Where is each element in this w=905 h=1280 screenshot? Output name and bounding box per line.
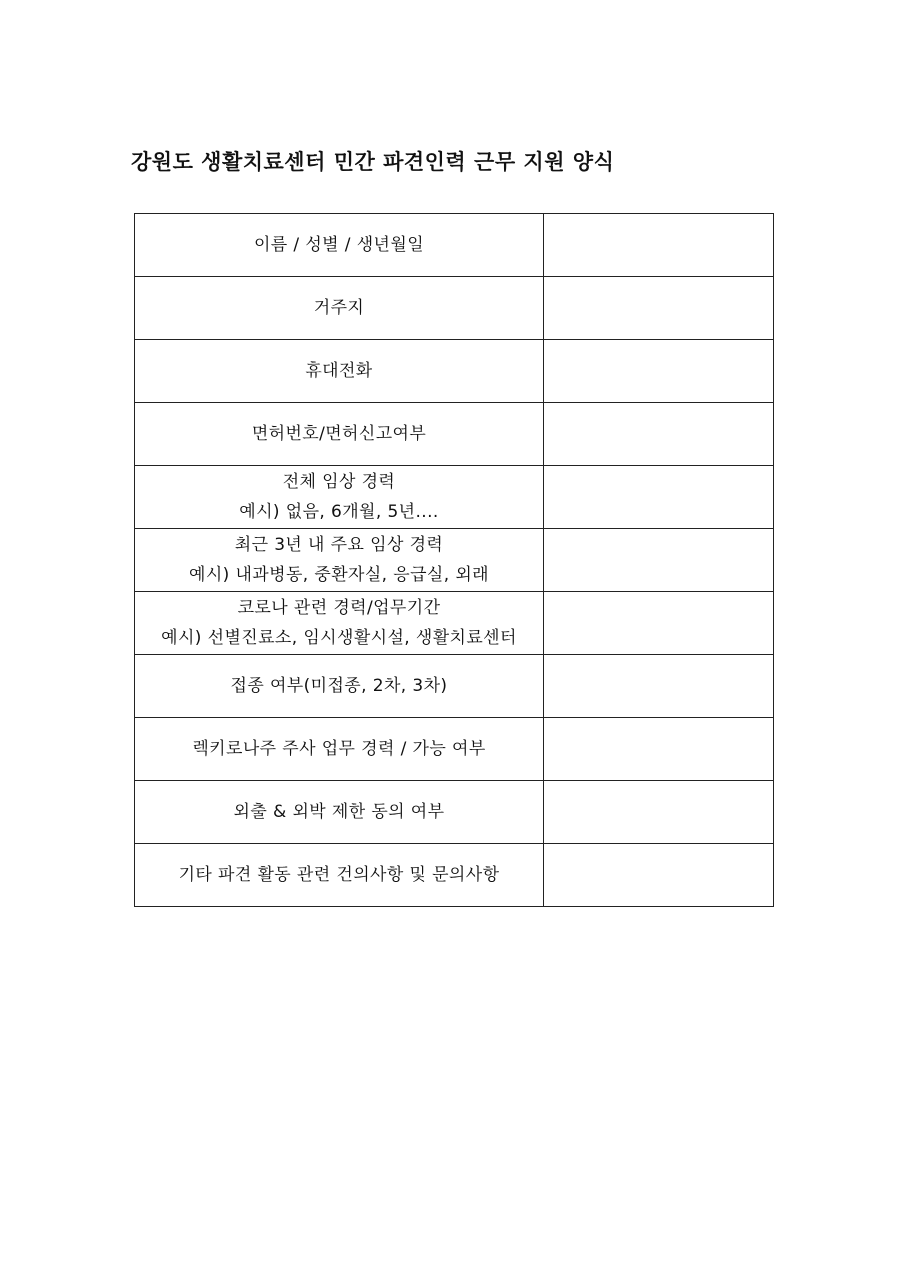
row-label-line: 최근 3년 내 주요 임상 경력 (234, 535, 444, 555)
row-label-line: 이름 / 성별 / 생년월일 (253, 235, 425, 255)
row-label (135, 718, 544, 781)
vaccination-status-field[interactable] (544, 655, 774, 718)
row-label (135, 529, 544, 592)
row-label-line: 기타 파견 활동 관련 건의사항 및 문의사항 (178, 865, 500, 885)
row-label-example: 예시) 선별진료소, 임시생활시설, 생활치료센터 (161, 628, 517, 648)
form-row-license (135, 403, 774, 466)
other-suggestions-field[interactable] (544, 844, 774, 907)
outing-restriction-consent-field[interactable] (544, 781, 774, 844)
row-label (135, 403, 544, 466)
form-row-recent-clinical-experience (135, 529, 774, 592)
row-label-line: 휴대전화 (305, 361, 373, 381)
form-row-total-clinical-experience (135, 466, 774, 529)
row-label (135, 466, 544, 529)
license-field[interactable] (544, 403, 774, 466)
row-label-line: 렉키로나주 주사 업무 경력 / 가능 여부 (192, 739, 486, 759)
row-label-line: 접종 여부(미접종, 2차, 3차) (230, 676, 448, 696)
form-row-other-suggestions (135, 844, 774, 907)
form-row-name-gender-birthdate (135, 214, 774, 277)
row-label-example: 예시) 없음, 6개월, 5년.... (239, 502, 439, 522)
recent-clinical-experience-field[interactable] (544, 529, 774, 592)
form-row-vaccination-status (135, 655, 774, 718)
form-row-outing-restriction-consent (135, 781, 774, 844)
row-label-line: 거주지 (313, 298, 365, 318)
address-field[interactable] (544, 277, 774, 340)
row-label (135, 277, 544, 340)
row-label (135, 340, 544, 403)
form-row-covid-experience (135, 592, 774, 655)
row-label (135, 781, 544, 844)
form-row-mobile-phone (135, 340, 774, 403)
covid-experience-field[interactable] (544, 592, 774, 655)
row-label-example: 예시) 내과병동, 중환자실, 응급실, 외래 (189, 565, 489, 585)
document-title: 강원도 생활치료센터 민간 파견인력 근무 지원 양식 (131, 150, 615, 174)
mobile-phone-field[interactable] (544, 340, 774, 403)
form-row-regkirona-experience (135, 718, 774, 781)
total-clinical-experience-field[interactable] (544, 466, 774, 529)
row-label-line: 외출 & 외박 제한 동의 여부 (233, 802, 445, 822)
row-label-line: 면허번호/면허신고여부 (251, 424, 427, 444)
application-form-table (134, 213, 774, 907)
row-label-line: 코로나 관련 경력/업무기간 (237, 598, 441, 618)
row-label (135, 592, 544, 655)
name-gender-birthdate-field[interactable] (544, 214, 774, 277)
row-label (135, 655, 544, 718)
row-label (135, 214, 544, 277)
row-label (135, 844, 544, 907)
form-row-address (135, 277, 774, 340)
row-label-line: 전체 임상 경력 (282, 472, 396, 492)
regkirona-experience-field[interactable] (544, 718, 774, 781)
